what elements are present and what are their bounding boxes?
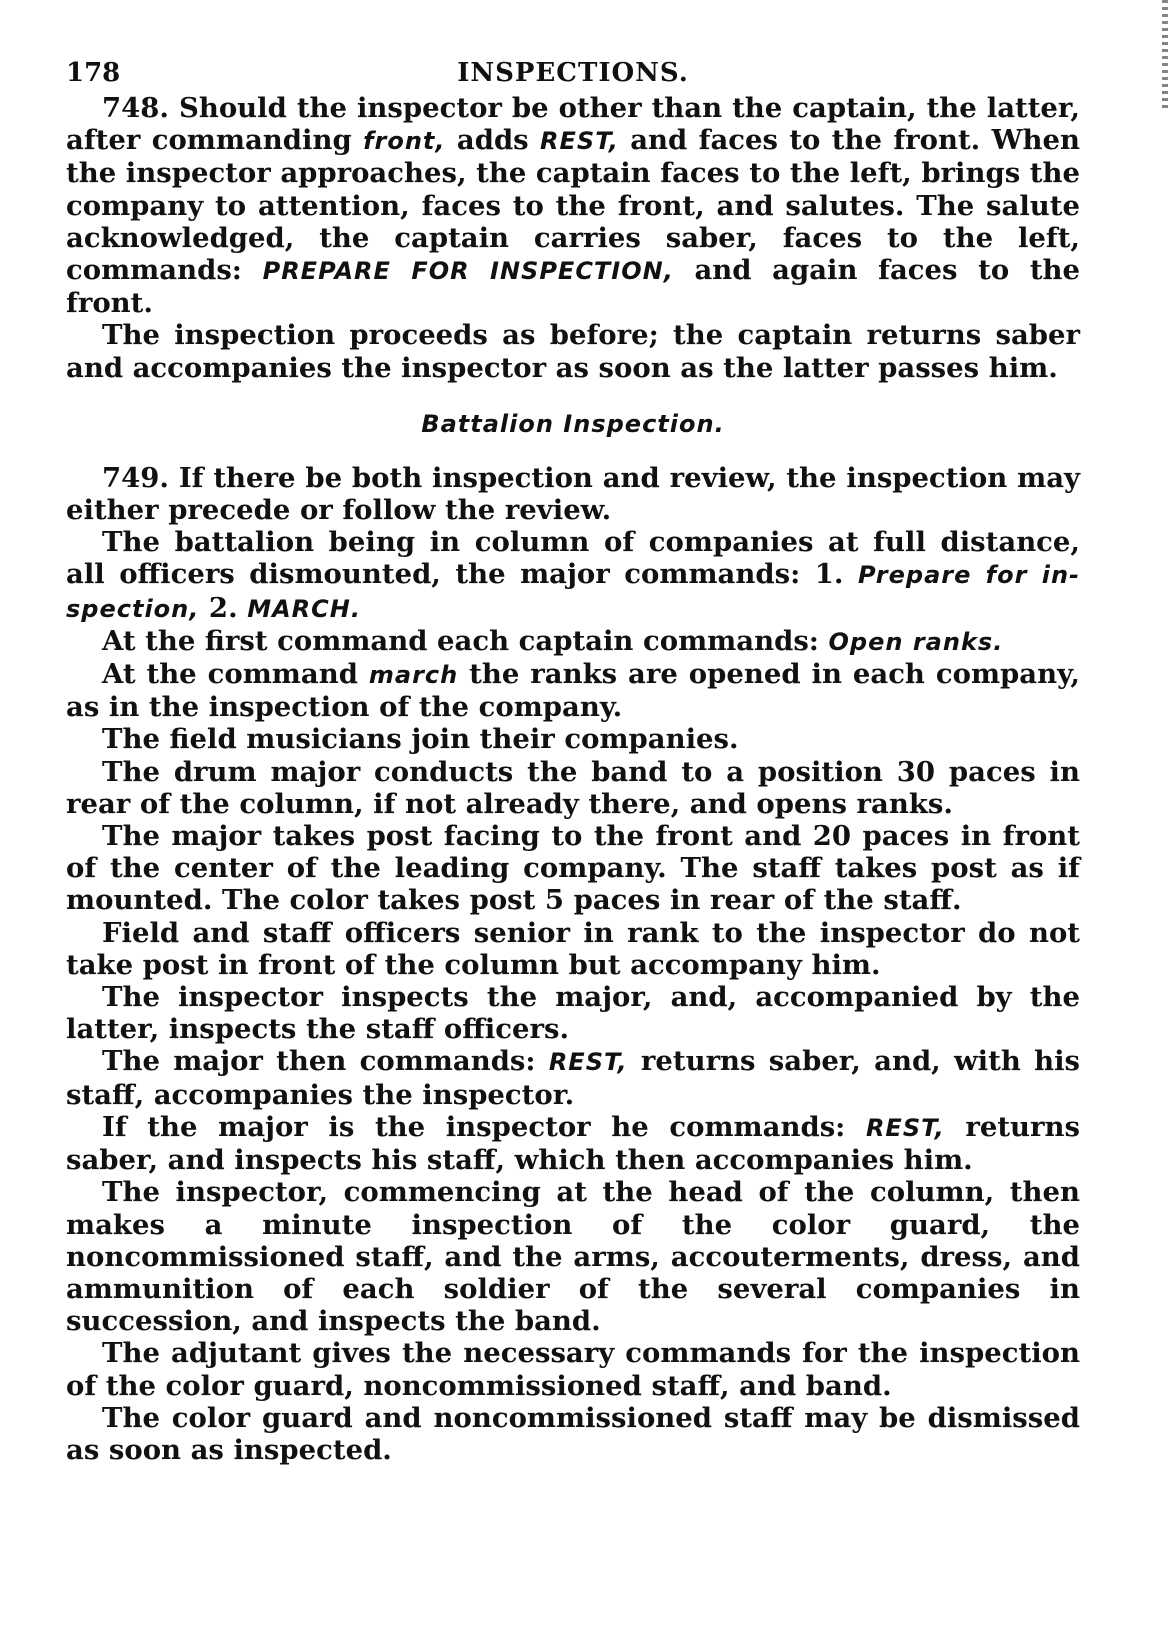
paragraph — [66, 526, 1080, 625]
text-run: If there be both inspection and review, the inspection may either precede or follow the review. — [66, 461, 1080, 527]
scan-edge-marks — [1162, 0, 1168, 110]
text-run: At the command — [102, 658, 369, 691]
text-run: The major then commands: — [102, 1045, 549, 1078]
text-run: If the major is the inspector he commands: — [102, 1110, 866, 1143]
running-title: INSPECTIONS. — [457, 58, 689, 88]
text-run: adds — [445, 124, 541, 157]
text-run: 2. — [199, 591, 248, 624]
paragraph: The inspector inspects the major, and, accompanied by the latter, inspects the staff officers. — [66, 981, 1080, 1046]
command-word: Prepare for in-spection, — [66, 561, 1080, 623]
command-word: Open ranks. — [828, 627, 1004, 656]
paragraph: The inspection proceeds as before; the captain returns saber and accompanies the inspector as soon as the latter passes him. — [66, 319, 1080, 384]
command-word: MARCH. — [247, 594, 361, 623]
command-word: REST, — [548, 1048, 628, 1077]
text-run: and again faces to the front. — [66, 254, 1081, 320]
running-head — [66, 52, 1080, 92]
paragraph — [66, 1111, 1080, 1176]
section-heading: Battalion Inspection. — [421, 409, 725, 438]
text-run: Should the inspector be other than the captain, the latter, after commanding — [66, 92, 1080, 157]
command-word: REST, — [865, 1113, 945, 1142]
paragraph-749 — [66, 462, 1080, 526]
text-run: and faces to the front. When the inspector approaches, the captain faces to the left, brings the company to attention, faces to the front, and salutes. The salute acknowledged, the captain carries saber, faces to the left, commands: — [66, 124, 1080, 287]
paragraph: The drum major conducts the band to a position 30 paces in rear of the column, if not already there, and opens ranks. — [66, 755, 1080, 820]
command-word: REST, — [540, 127, 619, 156]
command-word: march — [368, 661, 459, 690]
paragraph — [66, 625, 1080, 658]
paragraph: The major takes post facing to the front and 20 paces in front of the center of the leading company. The staff takes post as if mounted. The color takes post 5 paces in rear of the staff. — [66, 820, 1080, 917]
paragraph: The field musicians join their companies. — [102, 723, 739, 756]
paragraph-number: 748. — [102, 92, 169, 124]
paragraph: Field and staff officers senior in rank to the inspector do not take post in front of the column but accompany him. — [66, 916, 1080, 981]
paragraph: The adjutant gives the necessary commands for the inspection of the color guard, noncommissioned staff, and band. — [66, 1337, 1080, 1402]
paragraph: The color guard and noncommissioned staff may be dismissed as soon as inspected. — [66, 1401, 1080, 1466]
paragraph-748 — [66, 92, 1080, 319]
text-run: the ranks are opened in each company, as in the inspection of the company. — [66, 658, 1081, 724]
text-run: returns saber, and, with his staff, accompanies the inspector. — [66, 1045, 1080, 1111]
paragraph — [66, 1045, 1080, 1110]
paragraph — [66, 658, 1080, 723]
command-word: PREPARE FOR INSPECTION, — [262, 257, 674, 286]
text-run: returns saber, and inspects his staff, which then accompanies him. — [66, 1110, 1080, 1177]
text-run: At the first command each captain commands: — [102, 624, 829, 657]
book-page — [66, 52, 1080, 1466]
paragraph-number: 749. — [102, 461, 169, 494]
text-run: The battalion being in column of companies at full distance, all officers dismounted, the major commands: 1. — [66, 526, 1080, 591]
page-number: 178 — [66, 58, 121, 88]
paragraph: The inspector, commencing at the head of the column, then makes a minute inspection of the color guard, the noncommissioned staff, and the arms, accouterments, dress, and ammunition of each soldier of the several companies in succession, and inspects the band. — [66, 1176, 1080, 1338]
command-word: front, — [363, 127, 446, 156]
